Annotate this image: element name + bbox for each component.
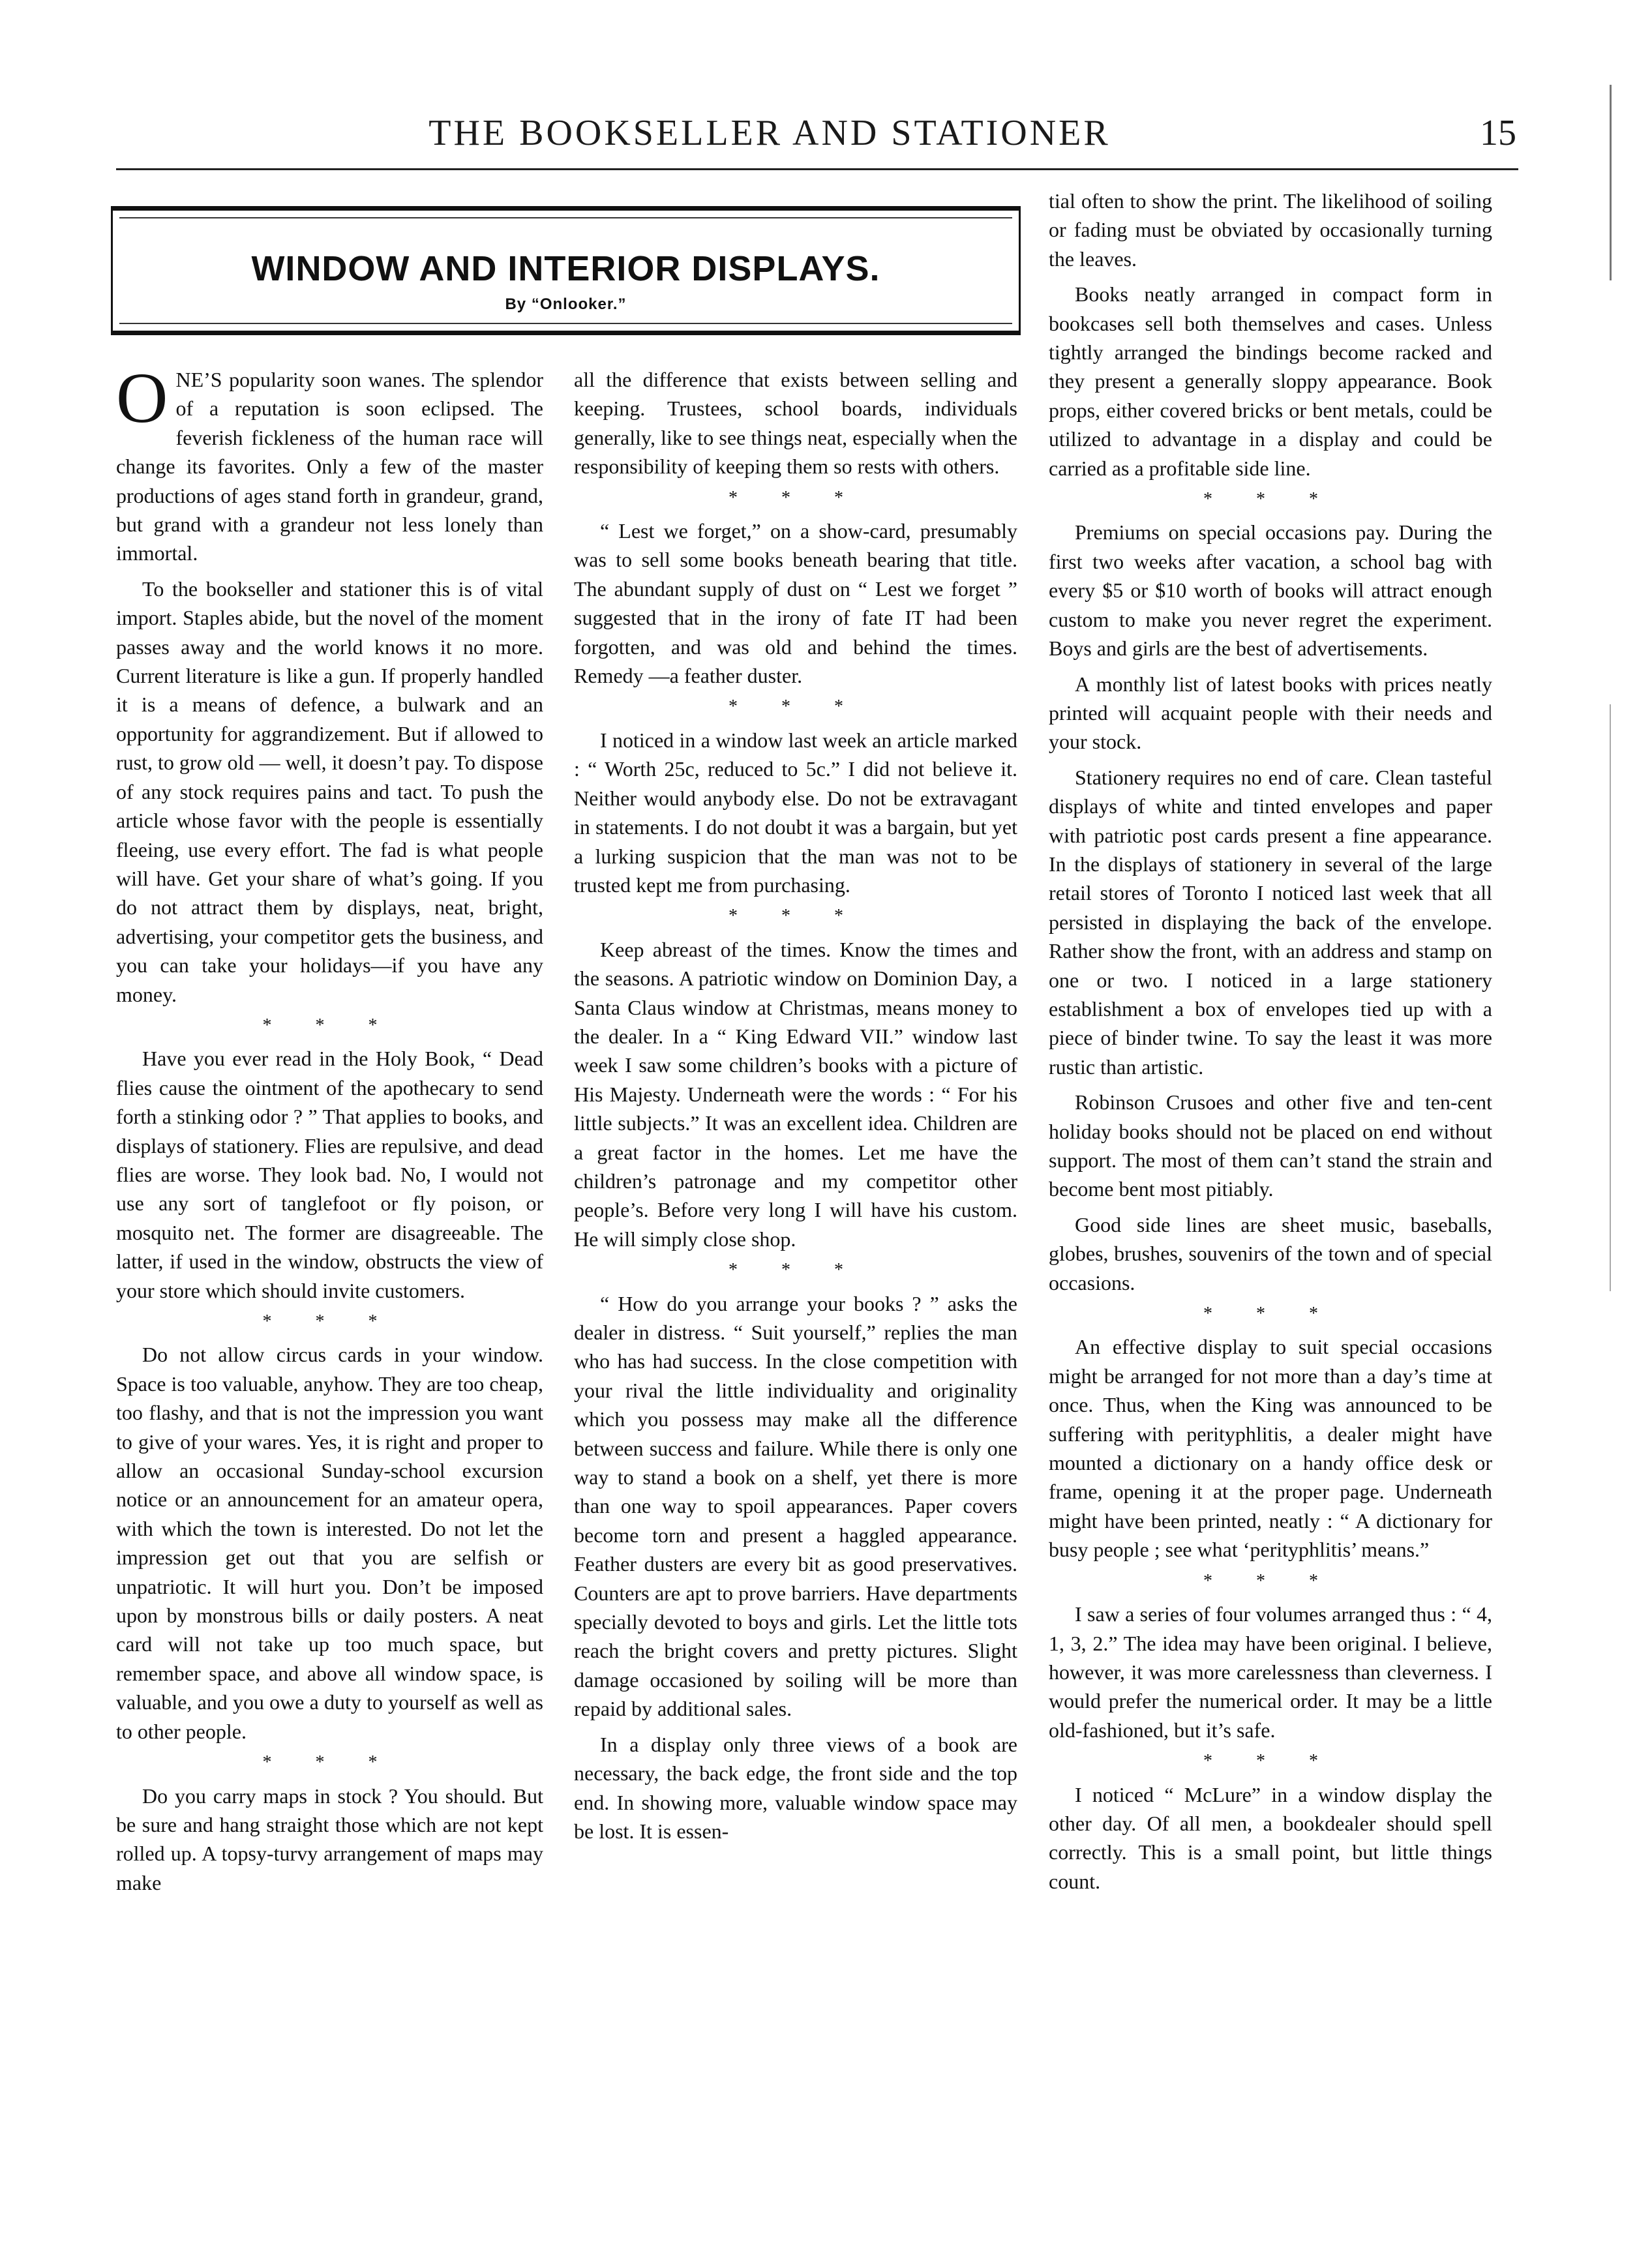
paragraph: “ Lest we forget,” on a show-card, presumably was to sell some books beneath bearing that title. The abundant supply of dust on “ Lest we forget ” suggested that in the irony of fate IT had been forgotten, and was old and behind the times. Remedy —a feather duster. xyxy=(574,519,1017,688)
paragraph xyxy=(116,358,543,568)
scan-margin-mark xyxy=(1610,85,1612,280)
section-break: * * * xyxy=(728,487,863,508)
section-break: * * * xyxy=(1203,1570,1338,1591)
section-break: * * * xyxy=(262,1311,397,1332)
paragraph: To the bookseller and stationer this is of vital import. Staples abide, but the novel of the moment passes away and the world knows it no more. Current literature is like a gun. If properly handled it is a means of defence, a bulwark and an opportunity for aggrandizement. But if allowed to rust, to grow old — well, it doesn’t pay. To dispose of any stock requires pains and tact. To push the article whose favor with the people is essentially fleeing, use every effort. The fad is what people will have. Get your share of what’s going. If you do not attract them by displays, neat, bright, advertising, your competitor gets the business, and you can take your holidays—if you have any money. xyxy=(116,576,543,1006)
paragraph: Stationery requires no end of care. Clean tasteful displays of white and tinted envelopes and paper with patriotic post cards present a fine appearance. In the displays of stationery in several of the large retail stores of Toronto I noticed last week that all persisted in displaying the back of the envelope. Rather show the front, with an address and stamp on one or two. I noticed in a large stationery establishment a box of envelopes tied up with a piece of binder twine. To say the least it was more rustic than artistic. xyxy=(1049,765,1492,1079)
paragraph: Robinson Crusoes and other five and ten-cent holiday books should not be placed on end without support. The most of them can’t stand the strain and become bent most pitiably. xyxy=(1049,1090,1492,1201)
column-3 xyxy=(1049,187,1492,1902)
article-byline: By “Onlooker.” xyxy=(505,295,627,313)
paragraph: Books neatly arranged in compact form in bookcases sell both themselves and cases. Unless tightly arranged the bindings become racked and they present a generally sloppy appearance. Book props, either covered bricks or bent metals, could be utilized to advantage in a display and could be carried as a profitable side line. xyxy=(1049,282,1492,480)
paragraph: Do not allow circus cards in your window. Space is too valuable, anyhow. They are too cheap, too flashy, and that is not the impression you want to give of your wares. Yes, it is right and proper to allow an occasional Sunday-school excursion notice or an announcement for an amateur opera, with which the town is interested. Do not let the impression get out that you are selfish or unpatriotic. It will hurt you. Don’t be imposed upon by monstrous bills or daily posters. A neat card will not take up too much space, but remember space, and above all window space, is valuable, and you owe a duty to yourself as well as to other people. xyxy=(116,1343,543,1743)
paragraph: I noticed “ McLure” in a window display the other day. Of all men, a bookdealer should spell correctly. This is a small point, but little things count. xyxy=(1049,1782,1492,1893)
paragraph: Have you ever read in the Holy Book, “ Dead flies cause the ointment of the apothecary to send forth a stinking odor ? ” That applies to books, and displays of stationery. Flies are repulsive, and dead flies are worse. They look bad. No, I would not use any sort of tanglefoot or fly poison, or mosquito net. The former are disagreeable. The latter, if used in the window, obstructs the view of your store which should invite customers. xyxy=(116,1047,543,1302)
section-break: * * * xyxy=(728,906,863,927)
page-number: 15 xyxy=(1480,113,1516,153)
paragraph: Good side lines are sheet music, baseballs, globes, brushes, souvenirs of the town and of special occasions. xyxy=(1049,1212,1492,1294)
section-break: * * * xyxy=(262,1015,397,1036)
section-break: * * * xyxy=(1203,489,1338,510)
header-rule xyxy=(116,168,1518,170)
column-2 xyxy=(574,365,1017,1852)
paragraph: I noticed in a window last week an article marked : “ Worth 25c, reduced to 5c.” I did not believe it. Neither would anybody else. Do not be extravagant in statements. I do not doubt it was a bargain, but yet a lurking suspicion that the man was not to be trusted kept me from purchasing. xyxy=(574,728,1017,897)
drop-cap: O xyxy=(116,358,168,438)
paragraph: all the difference that exists between selling and keeping. Trustees, school boards, individuals generally, like to see things neat, especially when the responsibility of keeping them so rests with others. xyxy=(574,368,1017,479)
section-break: * * * xyxy=(262,1752,397,1773)
paragraph: tial often to show the print. The likelihood of soiling or fading must be obviated by occasionally turning the leaves. xyxy=(1049,189,1492,271)
paragraph-text: NE’S popularity soon wanes. The splendor of a reputation is soon eclipsed. The feverish fickleness of the human race will change its favorites. Only a few of the master productions of ages stand forth in grandeur, grand, but grand with a grandeur not less lonely than immortal. xyxy=(116,368,543,565)
article-title-box xyxy=(111,206,1021,335)
paragraph: I saw a series of four volumes arranged thus : “ 4, 1, 3, 2.” The idea may have been original. I believe, however, it was more carelessness than cleverness. I would prefer the numerical order. It may be a little old-fashioned, but it’s safe. xyxy=(1049,1602,1492,1742)
journal-title: THE BOOKSELLER AND STATIONER xyxy=(428,113,1111,153)
column-1 xyxy=(116,358,543,1904)
section-break: * * * xyxy=(1203,1304,1338,1324)
section-break: * * * xyxy=(1203,1751,1338,1772)
paragraph: “ How do you arrange your books ? ” asks the dealer in distress. “ Suit yourself,” replies the man who has had success. In the close competition with your rival the little individuality and originality which you possess may make all the difference between success and failure. While there is only one way to stand a book on a shelf, yet there is more than one way to spoil appearances. Paper covers become torn and present a haggled appearance. Feather dusters are every bit as good preservatives. Counters are apt to prove barriers. Have departments specially devoted to boys and girls. Let the little tots reach the bright covers and pretty pictures. Slight damage occasioned by soiling will be more than repaid by additional sales. xyxy=(574,1291,1017,1721)
paragraph: In a display only three views of a book are necessary, the back edge, the front side and the top end. In showing more, valuable window space may be lost. It is essen- xyxy=(574,1732,1017,1843)
section-break: * * * xyxy=(728,1260,863,1281)
paragraph: Keep abreast of the times. Know the times and the seasons. A patriotic window on Dominion Day, a Santa Claus window at Christmas, means money to the dealer. In a “ King Edward VII.” window last week I saw some children’s books with a picture of His Majesty. Underneath were the words : “ For his little subjects.” It was an excellent idea. Children are a great factor in the homes. Let me have the children’s patronage and my competitor other people’s. Before very long I will have his custom. He will simply close shop. xyxy=(574,937,1017,1251)
paragraph: A monthly list of latest books with prices neatly printed will acquaint people with their needs and your stock. xyxy=(1049,672,1492,754)
paragraph: Do you carry maps in stock ? You should. But be sure and hang straight those which are not kept rolled up. A topsy-turvy arrangement of maps may make xyxy=(116,1784,543,1894)
article-title: WINDOW AND INTERIOR DISPLAYS. xyxy=(251,249,880,288)
section-break: * * * xyxy=(728,696,863,717)
scan-margin-mark xyxy=(1610,704,1611,1291)
paragraph: An effective display to suit special occasions might be arranged for not more than a day’s time at once. Thus, when the King was announced to be suffering with perityphlitis, a dealer might have mounted a dictionary on a handy office desk or frame, opening it at the proper page. Underneath might have been printed, neatly : “ A dictionary for busy people ; see what ‘perityphlitis’ means.” xyxy=(1049,1335,1492,1562)
paragraph: Premiums on special occasions pay. During the first two weeks after vacation, a school bag with every $5 or $10 worth of books will attract enough custom to make you never regret the experiment. Boys and girls are the best of advertisements. xyxy=(1049,520,1492,661)
